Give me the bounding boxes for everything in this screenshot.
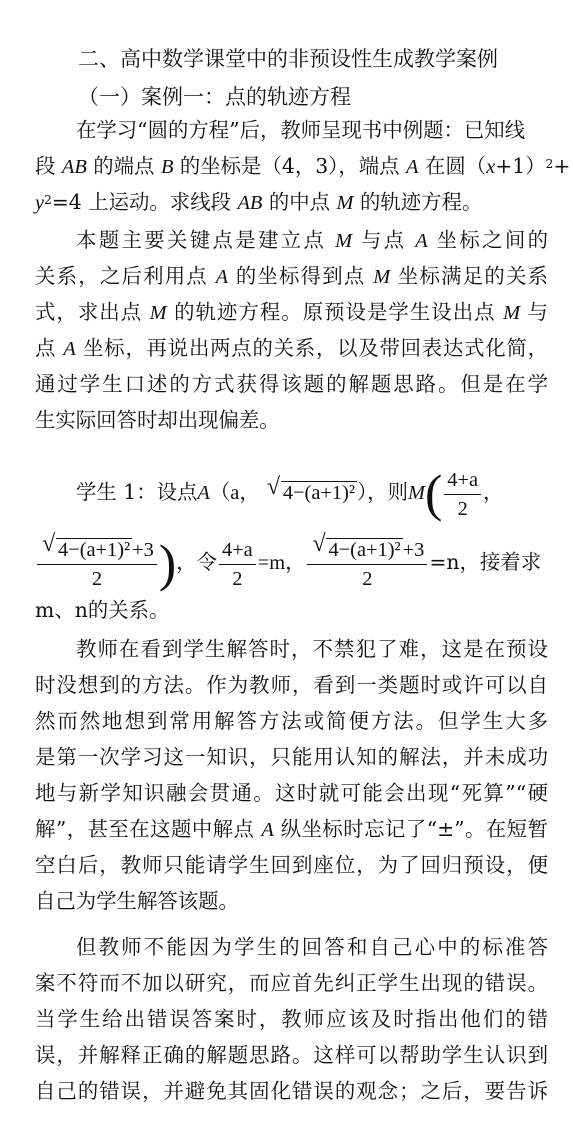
fraction: $\frac{4+a}{2}$ <box>219 536 256 593</box>
text-line: 教师在看到学生解答时，不禁犯了难，这是在预设 <box>76 637 548 661</box>
text-line: 生实际回答时却出现偏差。 <box>35 408 280 432</box>
text-line: 解”，甚至在这题中解点 A 纵坐标时忘记了“±”。在短暂 <box>35 817 548 841</box>
text-line: 段 AB 的端点 B 的坐标是（4，3），端点 A 在圆$(x+1)^2+$ <box>35 154 571 178</box>
text-line: 关系，之后利用点 A 的坐标得到点 M 坐标满足的关系 <box>35 264 549 288</box>
text-line: 是第一次学习这一知识，只能用认知的解法，并未成功 <box>35 745 548 769</box>
text-line: 但教师不能因为学生的回答和自己心中的标准答 <box>76 935 548 959</box>
fraction: $\frac{4+a}{2}$ <box>444 466 481 523</box>
student-answer-line3: m、n的关系。 <box>35 598 170 622</box>
text-line: 在学习“圆的方程”后，教师呈现书中例题：已知线 <box>76 118 526 142</box>
student-answer-line2: √ 4−(a+1)²+3 2 )，令 $\frac{4+a}{2}$ =m， √ 4−(a+1)²+3 2 =n，接着求 <box>35 530 548 594</box>
section-heading <box>35 40 548 116</box>
answer-prefix: 学生 1：设点 <box>76 480 198 504</box>
text-line: 通过学生口述的方式获得该题的解题思路。但是在学 <box>35 372 548 396</box>
text-line: 地与新学知识融会贯通。这时就可能会出现“死算”“硬 <box>35 781 548 805</box>
text-line: 然而然地想到常用解答方法或简便方法。但学生大多 <box>35 709 548 733</box>
fraction: √ 4−(a+1)²+3 2 <box>37 536 157 593</box>
text-line: $y^2=4$ 上运动。求线段 AB 的中点 M 的轨迹方程。 <box>35 190 483 214</box>
paragraph-example <box>35 112 571 220</box>
paragraph-analysis <box>35 222 548 438</box>
fraction: √ 4−(a+1)²+3 2 <box>307 536 427 593</box>
student-answer-line1: 学生 1：设点A（a， √ 4−(a+1)²），则M( $\frac{4+a}{2}$ ， <box>35 462 548 522</box>
text-line: 式，求出点 M 的轨迹方程。原预设是学生设出点 M 与 <box>35 300 549 324</box>
text-line: 自己为学生解答该题。 <box>35 889 239 913</box>
text-line: 案不符而不加以研究，而应首先纠正学生出现的错误。 <box>35 971 548 995</box>
text-line: 时没想到的方法。作为教师，看到一类题时或许可以自 <box>35 673 548 697</box>
text-line: 点 A 坐标，再说出两点的关系，以及带回表达式化简， <box>35 336 548 360</box>
paragraph-reflection <box>35 631 548 919</box>
text-line: 误，并解释正确的解题思路。这样可以帮助学生认识到 <box>35 1043 548 1067</box>
text-line: 自己的错误，并避免其固化错误的观念；之后，要告诉 <box>35 1079 548 1103</box>
section-title: 二、高中数学课堂中的非预设性生成教学案例 <box>78 47 498 71</box>
text-line: 当学生给出错误答案时，教师应该及时指出他们的错 <box>35 1007 548 1031</box>
paragraph-correction <box>35 929 548 1109</box>
text-line: 空白后，教师只能请学生回到座位，为了回归预设，便 <box>35 853 548 877</box>
subsection-title: （一）案例一：点的轨迹方程 <box>78 85 351 109</box>
sqrt-expression: √ 4−(a+1)² <box>266 474 355 504</box>
text-line: 本题主要关键点是建立点 M 与点 A 坐标之间的 <box>76 228 549 252</box>
